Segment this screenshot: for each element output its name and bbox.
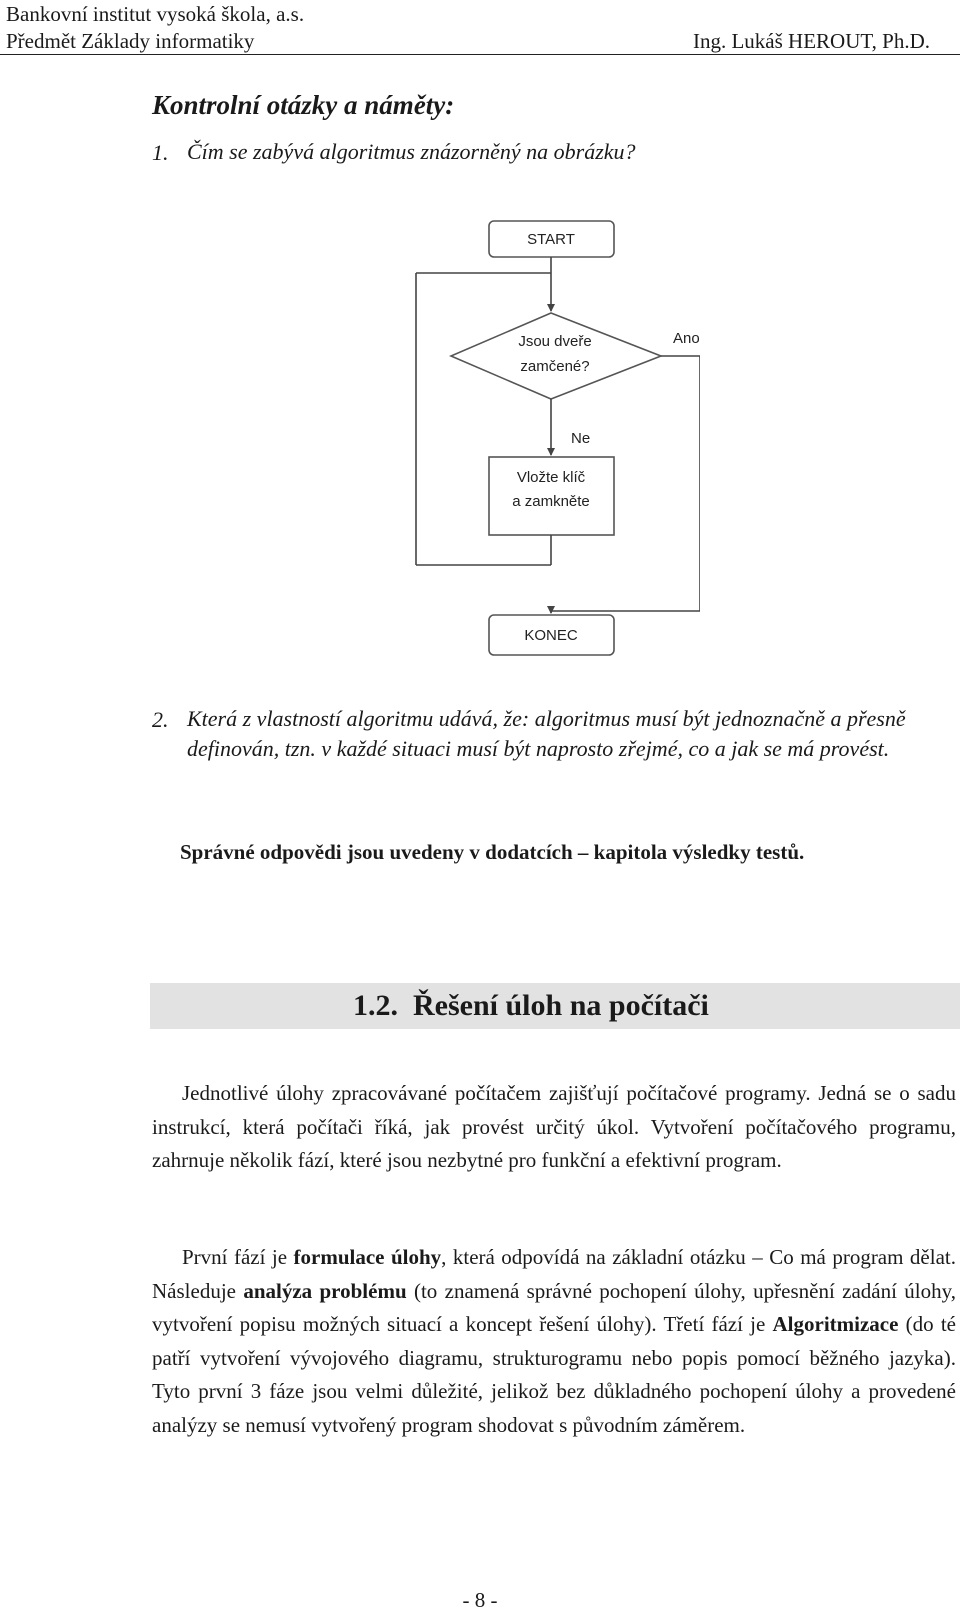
question-1-text: Čím se zabývá algoritmus znázorněný na obrázku? — [187, 139, 636, 164]
page-header — [0, 0, 960, 56]
action-line2: a zamkněte — [512, 493, 590, 510]
flowchart — [400, 215, 700, 680]
paragraph-intro: Jednotlivé úlohy zpracovávané počítačem zajišťují počítačové programy. Jedná se o sadu instrukcí, která počítači říká, jak provést určitý úkol. Vytvoření počítačového programu, zahrnuje několik fází, které jsou nezbytné pro funkční a efektivní program. — [152, 1081, 956, 1172]
phase-formulation: formulace úlohy — [293, 1245, 442, 1269]
yes-label: Ano — [673, 330, 700, 347]
header-divider — [0, 54, 960, 55]
phases-text-3: (to znamená správné pochopení úlohy, upřesnění zadání úlohy, vytvoření popisu možných situací a koncept řešení úlohy). Třetí fází je — [152, 1278, 956, 1336]
phase-algorithmization: Algoritmizace — [772, 1312, 899, 1336]
school-name: Bankovní institut vysoká škola, a.s. — [6, 2, 305, 26]
decision-line2: zamčené? — [520, 358, 590, 375]
answers-note: Správné odpovědi jsou uvedeny v dodatcích – kapitola výsledky testů. — [180, 840, 805, 864]
start-label: START — [527, 231, 575, 248]
action-line1: Vložte klíč — [516, 469, 586, 486]
question-2-text: Která z vlastností algoritmu udává, že: algoritmus musí být jednoznačně a přesně definován, tzn. v každé situaci musí být naprosto zřejmé, co a jak se má provést. — [187, 706, 906, 761]
section-title-text: Řešení úloh na počítači — [413, 989, 709, 1022]
section-number: 1.2. — [353, 989, 398, 1022]
decision-line1: Jsou dveře — [518, 333, 592, 350]
question-2-number: 2. — [152, 707, 169, 732]
no-label: Ne — [571, 430, 591, 447]
page-number: - 8 - — [462, 1588, 498, 1612]
section-heading — [353, 983, 709, 1029]
subject-name: Předmět Základy informatiky — [6, 29, 255, 53]
phases-text-4: (do té patří vytvoření vývojového diagramu, strukturogramu nebo popis pomocí běžného jazyka). Tyto první 3 fáze jsou velmi důležité, jelikož bez důkladného pochopení úlohy a provedené analýzy se nemusí vytvořený program shodovat s původním záměrem. — [152, 1312, 956, 1437]
end-label: KONEC — [524, 627, 578, 644]
phases-text-1: První fází je — [182, 1245, 294, 1269]
phase-analysis: analýza problému — [243, 1278, 407, 1303]
paragraph-phases — [152, 1241, 956, 1442]
questions-title: Kontrolní otázky a náměty: — [152, 90, 455, 120]
author-name: Ing. Lukáš HEROUT, Ph.D. — [692, 29, 930, 53]
decision-diamond — [451, 313, 661, 399]
question-1-number: 1. — [152, 140, 169, 165]
phases-text-2: , která odpovídá na základní otázku – Co má program dělat. Následuje — [152, 1245, 956, 1303]
